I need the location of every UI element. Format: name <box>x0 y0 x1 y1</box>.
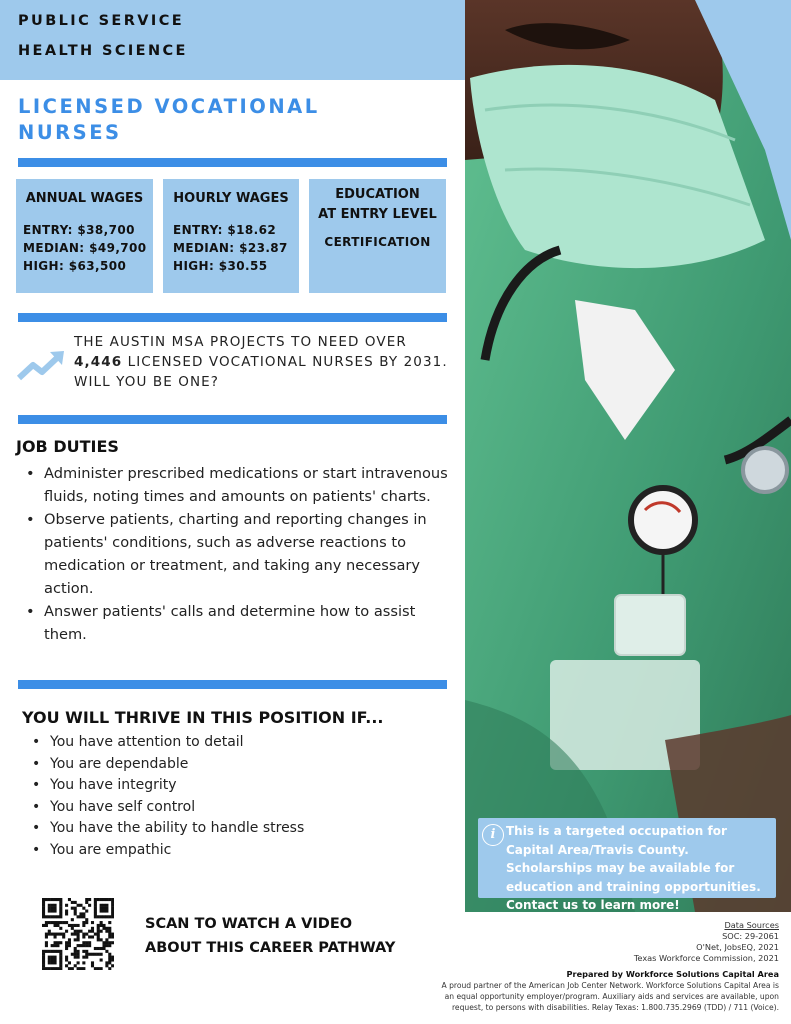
data-source-onet: O'Net, JobsEQ, 2021 <box>696 942 779 952</box>
divider-rule <box>18 158 447 167</box>
education-value: CERTIFICATION <box>324 235 431 249</box>
video-callout-line-2: ABOUT THIS CAREER PATHWAY <box>145 940 396 956</box>
annual-wages-box <box>16 179 153 293</box>
list-item: • You have the ability to handle stress <box>22 818 442 840</box>
list-item: • You have attention to detail <box>22 732 442 754</box>
header-band <box>0 0 465 80</box>
prepared-by: Prepared by Workforce Solutions Capital Area <box>566 969 779 979</box>
list-item: • Observe patients, charting and reporting changes in patients' conditions, such as adverse reactions to medication or treatment, and taking any necessary action. <box>16 508 448 600</box>
video-callout <box>145 912 395 960</box>
hourly-high: HIGH: $30.55 <box>173 259 268 273</box>
divider-rule <box>18 415 447 424</box>
list-item: • You are empathic <box>22 840 442 862</box>
projection-statement <box>74 332 454 392</box>
trending-up-arrow-icon <box>16 348 66 382</box>
projection-prefix: THE AUSTIN MSA PROJECTS TO NEED OVER <box>74 334 407 350</box>
education-heading-line-1: EDUCATION <box>335 187 420 202</box>
qr-code-icon[interactable] <box>42 898 114 970</box>
annual-median: MEDIAN: $49,700 <box>23 241 147 255</box>
data-source-twc: Texas Workforce Commission, 2021 <box>633 953 779 963</box>
divider-rule <box>18 313 447 322</box>
annual-high: HIGH: $63,500 <box>23 259 127 273</box>
thrive-list <box>22 732 442 861</box>
job-duties-list <box>16 462 448 646</box>
data-source-soc: SOC: 29-2061 <box>722 931 779 941</box>
footer-line-3: request, to persons with disabilities. Relay Texas: 1.800.735.2969 (TDD) / 711 (Voice). <box>451 1003 779 1012</box>
divider-rule <box>18 680 447 689</box>
footer-line-2: an equal opportunity employer/program. Auxiliary aids and services are available, upon <box>444 992 779 1001</box>
projection-suffix: LICENSED VOCATIONAL NURSES BY 2031. WILL YOU BE ONE? <box>74 354 448 390</box>
list-item: • Administer prescribed medications or start intravenous fluids, noting times and amounts on patients' charts. <box>16 462 448 508</box>
hourly-wages-box <box>163 179 299 293</box>
projection-number: 4,446 <box>74 354 123 370</box>
video-callout-line-1: SCAN TO WATCH A VIDEO <box>145 916 353 932</box>
hourly-wages-heading: HOURLY WAGES <box>173 191 289 206</box>
footer-line-1: A proud partner of the American Job Center Network. Workforce Solutions Capital Area is <box>441 981 779 990</box>
info-callout-text: This is a targeted occupation for Capital Area/Travis County. Scholarships may be available for education and training opportunities. Contact us to learn more! <box>506 824 761 912</box>
nurse-photo <box>465 0 791 912</box>
job-duties-heading: JOB DUTIES <box>16 437 119 456</box>
info-icon: i <box>482 824 504 846</box>
thrive-heading: YOU WILL THRIVE IN THIS POSITION IF... <box>22 708 384 727</box>
education-heading <box>309 185 446 225</box>
title-line-2: NURSES <box>18 121 122 144</box>
list-item: • You have self control <box>22 797 442 819</box>
list-item: • Answer patients' calls and determine how to assist them. <box>16 600 448 646</box>
list-item: • You are dependable <box>22 754 442 776</box>
list-item: • You have integrity <box>22 775 442 797</box>
education-box <box>309 179 446 293</box>
category-health-science: HEALTH SCIENCE <box>18 43 188 59</box>
category-public-service: PUBLIC SERVICE <box>18 13 185 29</box>
title-line-1: LICENSED VOCATIONAL <box>18 95 320 118</box>
education-heading-line-2: AT ENTRY LEVEL <box>318 207 437 222</box>
data-sources-heading: Data Sources <box>724 920 779 930</box>
annual-wages-heading: ANNUAL WAGES <box>25 191 144 206</box>
annual-entry: ENTRY: $38,700 <box>23 223 135 237</box>
hourly-median: MEDIAN: $23.87 <box>173 241 288 255</box>
hourly-entry: ENTRY: $18.62 <box>173 223 277 237</box>
page-title <box>18 94 448 146</box>
